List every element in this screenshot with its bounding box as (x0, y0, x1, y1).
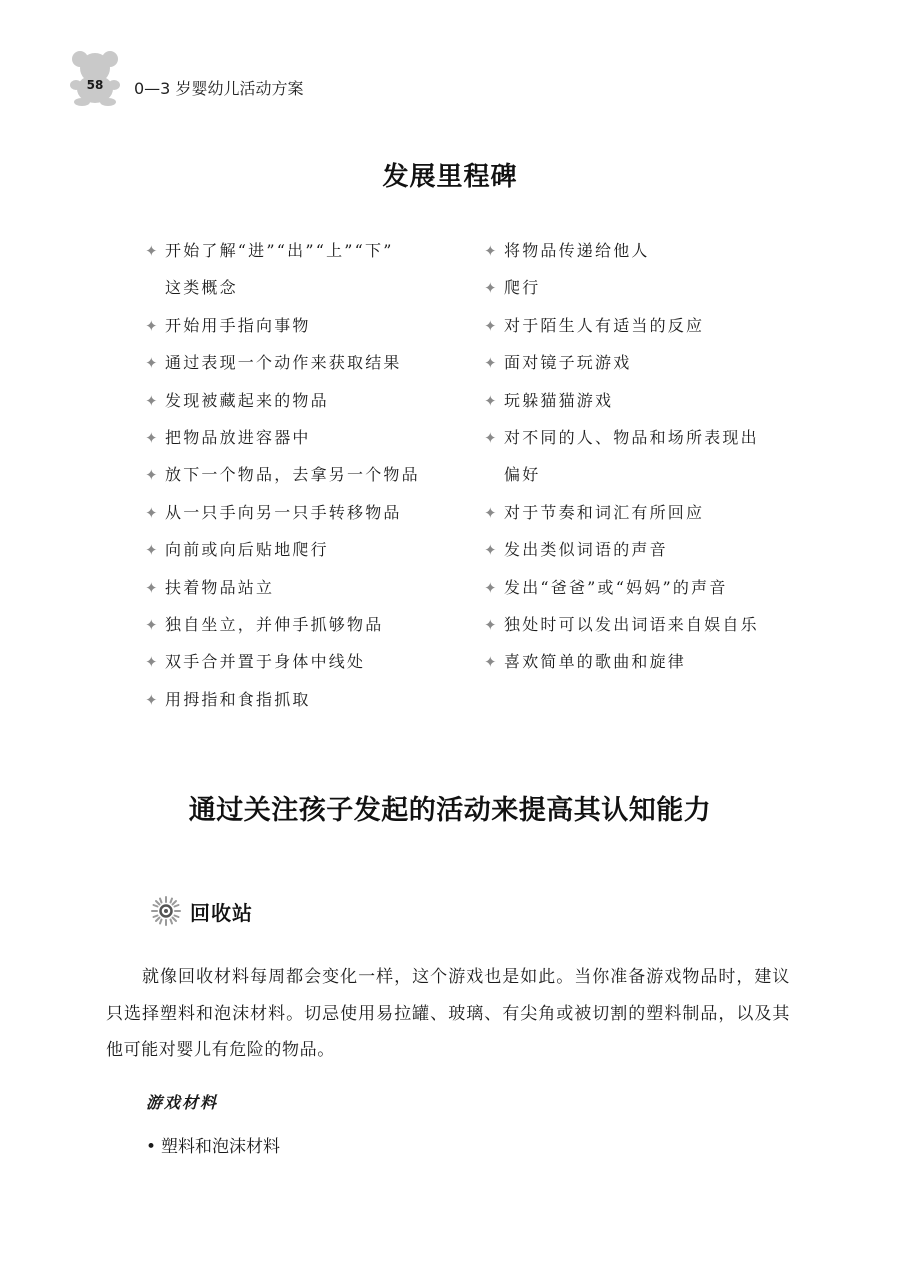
milestone-text: 将物品传递给他人 (504, 241, 650, 260)
star-bullet-icon: ✦ (484, 503, 497, 522)
star-bullet-icon: ✦ (484, 578, 497, 597)
milestone-item (484, 419, 804, 456)
activity-section-title: 通过关注孩子发起的活动来提高其认知能力 (188, 795, 712, 826)
materials-heading: 游戏材料 (146, 1093, 219, 1112)
activity-subheading (150, 893, 253, 929)
milestone-item (484, 569, 804, 606)
material-text: 塑料和泡沫材料 (161, 1137, 280, 1157)
star-bullet-icon: ✦ (145, 503, 158, 522)
milestone-text: 喜欢简单的歌曲和旋律 (504, 652, 687, 672)
milestone-item (145, 494, 465, 531)
milestone-text: 对不同的人、物品和场所表现出 (504, 427, 759, 447)
milestone-item (484, 643, 804, 680)
list-item (146, 1133, 280, 1161)
star-bullet-icon: ✦ (145, 653, 158, 672)
milestone-text: 独自坐立，并伸手抓够物品 (165, 614, 384, 634)
teddy-bear-icon (68, 48, 122, 106)
milestone-continuation (484, 456, 804, 493)
milestone-item (145, 382, 465, 419)
milestone-text: 向前或向后贴地爬行 (165, 540, 329, 560)
milestone-item (145, 344, 465, 381)
star-bullet-icon: ✦ (484, 354, 497, 373)
milestone-text: 发现被藏起来的物品 (165, 390, 329, 410)
milestone-item (484, 531, 804, 568)
star-bullet-icon: ✦ (145, 354, 158, 373)
star-bullet-icon: ✦ (484, 541, 497, 560)
star-bullet-icon: ✦ (145, 316, 158, 335)
milestone-item (145, 643, 465, 680)
milestone-text: 玩躲猫猫游戏 (504, 390, 614, 410)
milestone-item (484, 307, 804, 344)
page-header (68, 48, 468, 108)
milestone-item (145, 419, 465, 456)
milestones-right-column (484, 232, 804, 681)
milestone-item (484, 344, 804, 381)
star-bullet-icon: ✦ (145, 615, 158, 634)
materials-list (146, 1133, 280, 1161)
star-bullet-icon: ✦ (484, 428, 497, 447)
book-title: 0—3 岁婴幼儿活动方案 (134, 79, 304, 98)
milestone-item (484, 232, 804, 269)
star-bullet-icon: ✦ (145, 242, 158, 260)
milestone-text: 把物品放进容器中 (165, 427, 311, 447)
activity-name: 回收站 (190, 900, 253, 925)
star-bullet-icon: ✦ (484, 391, 497, 410)
milestone-item (145, 232, 465, 269)
star-bullet-icon: ✦ (484, 615, 497, 634)
milestone-text: 放下一个物品，去拿另一个物品 (165, 465, 420, 485)
sun-icon (150, 895, 182, 927)
milestone-text: 爬行 (504, 278, 541, 298)
page-number: 58 (86, 78, 104, 92)
star-bullet-icon: ✦ (145, 690, 158, 709)
milestone-item (145, 569, 465, 606)
milestone-item (145, 307, 465, 344)
milestone-item (484, 606, 804, 643)
milestone-continuation (145, 269, 465, 306)
star-bullet-icon: ✦ (145, 428, 158, 447)
milestones-title: 发展里程碑 (382, 162, 518, 192)
milestone-text: 开始了解“进”“出”“上”“下” (165, 241, 394, 260)
milestone-text: 面对镜子玩游戏 (504, 353, 632, 373)
milestone-text: 发出“爸爸”或“妈妈”的声音 (504, 577, 728, 597)
activity-description: 就像回收材料每周都会变化一样，这个游戏也是如此。当你准备游戏物品时，建议只选择塑料和泡沫材料。切忌使用易拉罐、玻璃、有尖角或被切割的塑料制品，以及其他可能对婴儿有危险的物品。 (106, 967, 790, 1060)
milestone-text: 发出类似词语的声音 (504, 540, 668, 560)
milestone-item (484, 494, 804, 531)
milestone-text: 独处时可以发出词语来自娱自乐 (504, 614, 759, 634)
star-bullet-icon: ✦ (145, 578, 158, 597)
milestone-item (145, 456, 465, 493)
milestone-item (484, 269, 804, 306)
star-bullet-icon: ✦ (484, 242, 497, 260)
milestone-text: 偏好 (504, 465, 541, 485)
milestone-text: 通过表现一个动作来获取结果 (165, 353, 402, 373)
milestone-text: 对于节奏和词汇有所回应 (504, 502, 705, 522)
milestone-text: 双手合并置于身体中线处 (165, 652, 366, 672)
milestone-text: 对于陌生人有适当的反应 (504, 315, 705, 335)
milestones-left-column (145, 232, 465, 718)
star-bullet-icon: ✦ (145, 541, 158, 560)
milestone-text: 扶着物品站立 (165, 577, 275, 597)
milestone-item (145, 606, 465, 643)
milestone-text: 这类概念 (165, 278, 238, 298)
star-bullet-icon: ✦ (484, 279, 497, 298)
milestone-item (145, 681, 465, 718)
star-bullet-icon: ✦ (145, 391, 158, 410)
milestone-item (145, 531, 465, 568)
star-bullet-icon: ✦ (145, 466, 158, 485)
star-bullet-icon: ✦ (484, 316, 497, 335)
milestone-text: 开始用手指向事物 (165, 315, 311, 335)
milestone-text: 从一只手向另一只手转移物品 (165, 502, 402, 522)
star-bullet-icon: ✦ (484, 653, 497, 672)
milestone-text: 用拇指和食指抓取 (165, 689, 311, 709)
bullet-icon: • (146, 1137, 157, 1157)
milestone-item (484, 382, 804, 419)
